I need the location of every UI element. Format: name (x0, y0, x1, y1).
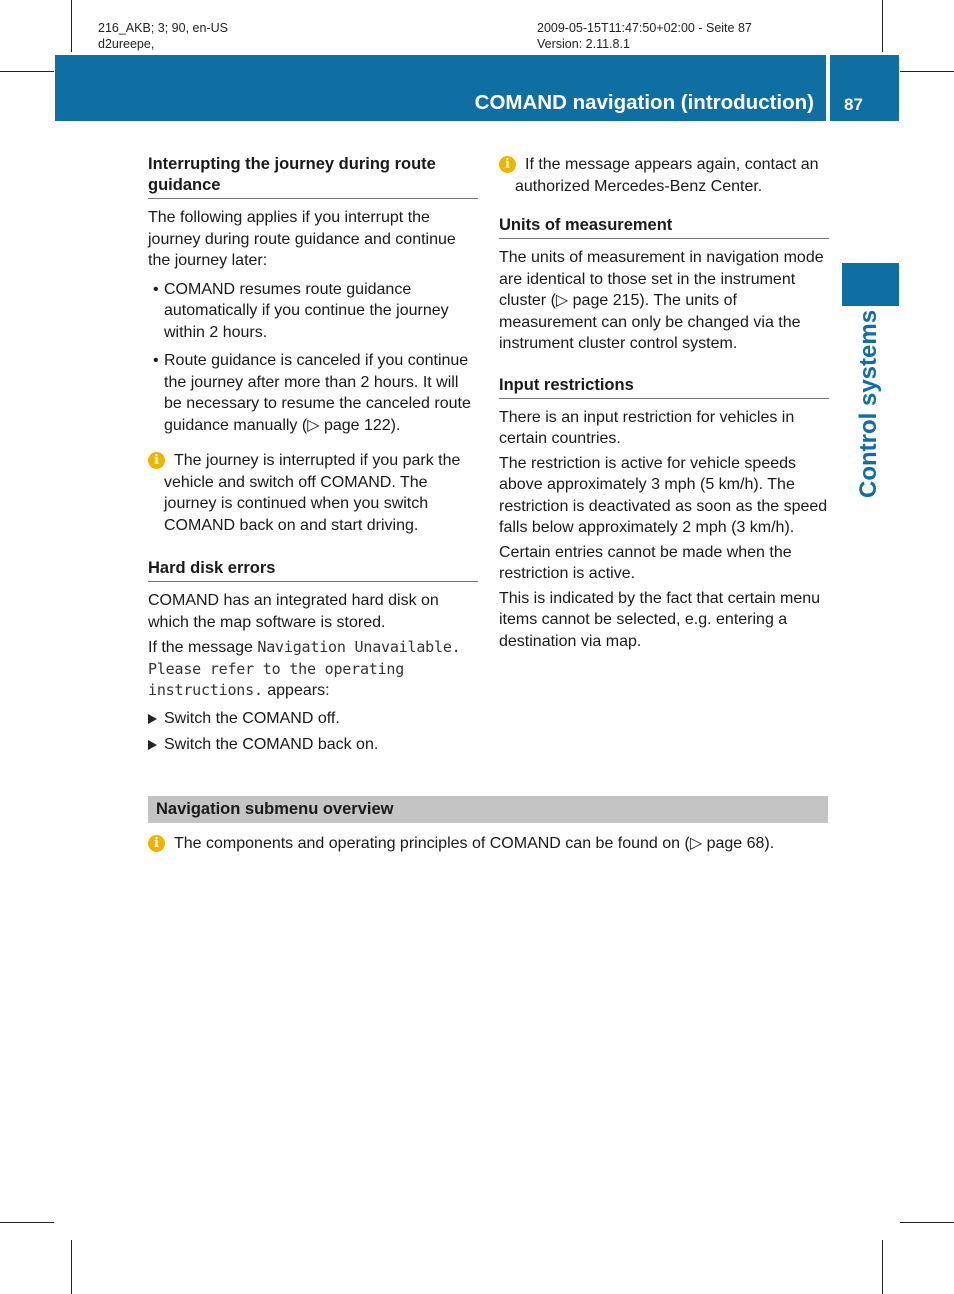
crop-mark (900, 1222, 954, 1223)
section-title: Navigation submenu overview (156, 800, 394, 818)
meta-line: 2009-05-15T11:47:50+02:00 - Seite 87 (537, 21, 752, 35)
crop-mark (882, 0, 883, 52)
page-number-box (830, 55, 899, 121)
list-item-text: Route guidance is canceled if you continue the journey after more than 2 hours. It will be necessary to resume the canceled route guidance manually (▷ page 122). (164, 352, 471, 434)
section-content (148, 833, 828, 855)
info-note (148, 450, 478, 536)
paragraph (148, 637, 478, 702)
section-header (148, 796, 828, 823)
left-column (148, 154, 478, 756)
crop-mark (0, 1222, 54, 1223)
info-note (148, 833, 828, 855)
page-number: 87 (844, 95, 863, 114)
text: appears: (262, 682, 330, 699)
paragraph: Certain entries cannot be made when the restriction is active. (499, 543, 792, 582)
info-icon: i (148, 835, 165, 852)
paragraph: The restriction is active for vehicle speeds above approximately 3 mph (5 km/h). The restriction is deactivated as soon as the speed falls below approximately 2 mph (3 km/h). (499, 454, 828, 536)
page-title: COMAND navigation (introduction) (474, 91, 814, 114)
paragraph: The units of measurement in navigation mode are identical to those set in the instrument cluster (▷ page 215). The units of measurement can only be changed via the instrument cluster control system. (499, 249, 824, 352)
meta-line: 216_AKB; 3; 90, en-US (98, 21, 228, 35)
heading-input-restrictions: Input restrictions (499, 375, 829, 399)
info-icon: i (499, 156, 516, 173)
section-tab (842, 263, 899, 306)
crop-mark (71, 1240, 72, 1294)
info-text: The journey is interrupted if you park the vehicle and switch off COMAND. The journey is continued when you switch COMAND back on and start driving. (164, 452, 461, 534)
list-item (148, 279, 478, 344)
list-item-text: COMAND resumes route guidance automatically if you continue the journey within 2 hours. (164, 280, 449, 341)
crop-mark (882, 1240, 883, 1294)
meta-line: d2ureepe, (98, 37, 155, 51)
header-bar (55, 55, 826, 121)
step-item (148, 734, 478, 756)
paragraph: COMAND has an integrated hard disk on which the map software is stored. (148, 592, 439, 631)
info-text: If the message appears again, contact an authorized Mercedes-Benz Center. (515, 156, 819, 195)
bullet-icon: • (153, 352, 159, 369)
step-text: Switch the COMAND back on. (164, 736, 379, 753)
heading-hard-disk-errors: Hard disk errors (148, 558, 478, 582)
text: If the message (148, 639, 258, 656)
paragraph: There is an input restriction for vehicles in certain countries. (499, 408, 795, 447)
heading-units-of-measurement: Units of measurement (499, 215, 829, 239)
list-item (148, 350, 478, 436)
arrow-icon (148, 714, 157, 724)
section-tab-label: Control systems (855, 309, 882, 498)
right-column (499, 154, 829, 652)
crop-mark (900, 71, 954, 72)
print-meta-right (537, 20, 752, 52)
display-message: Navigation Unavailable. Please refer to the operating instructions. (148, 638, 461, 699)
meta-line: Version: 2.11.8.1 (537, 37, 630, 51)
bullet-icon: • (153, 280, 159, 298)
paragraph: This is indicated by the fact that certain menu items cannot be selected, e.g. entering a destination via map. (499, 589, 821, 650)
paragraph: The following applies if you interrupt the journey during route guidance and continue the journey later: (148, 209, 456, 269)
step-text: Switch the COMAND off. (164, 709, 340, 727)
arrow-icon (148, 740, 157, 750)
info-note (499, 154, 829, 197)
print-meta-left (98, 20, 228, 52)
crop-mark (71, 0, 72, 52)
info-text: The components and operating principles of COMAND can be found on (▷ page 68). (174, 835, 775, 852)
heading-interrupting: Interrupting the journey during route guidance (148, 154, 478, 199)
step-item (148, 708, 478, 730)
info-icon: i (148, 452, 165, 469)
crop-mark (0, 71, 54, 72)
